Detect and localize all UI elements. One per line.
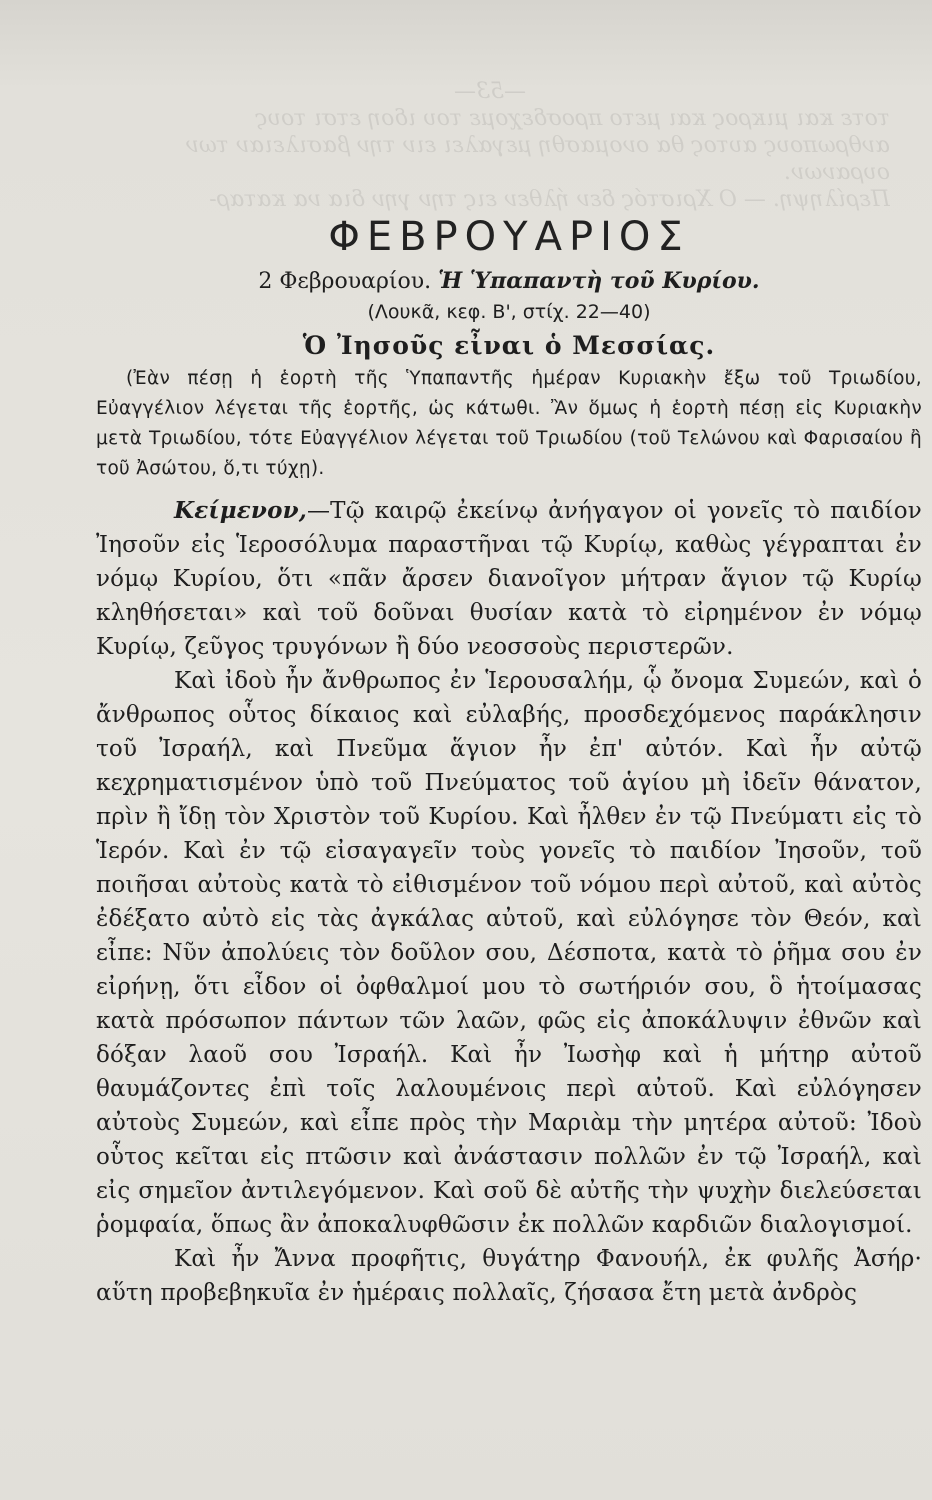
feast-date: 2 Φεβρουαρίου.	[258, 269, 432, 294]
scripture-reference: (Λουκᾶ, κεφ. Β', στίχ. 22—40)	[367, 301, 651, 323]
bleed-line: —53—	[454, 79, 526, 104]
paragraph: Καὶ ἦν Ἄννα προφῆτις, θυγάτηρ Φανουήλ, ἐκ φυλῆς Ἀσήρ· αὕτη προβεβηκυῖα ἐν ἡμέραις πολλαῖς, ζήσασα ἔτη μετὰ ἀνδρὸς	[96, 1246, 922, 1306]
bleed-line: ουρανων.	[783, 160, 890, 185]
feast-line	[96, 266, 922, 297]
text-lead: Κείμενον,	[174, 497, 307, 524]
feast-name: Ἡ Ὑπαπαντὴ τοῦ Κυρίου.	[438, 268, 760, 294]
liturgical-note: (Ἐὰν πέσῃ ἡ ἑορτὴ τῆς Ὑπαπαντῆς ἡμέραν Κυριακὴν ἔξω τοῦ Τριωδίου, Εὐαγγέλιον λέγεται τῆς ἑορτῆς, ὡς κάτωθι. Ἂν ὅμως ἡ ἑορτὴ πέσῃ εἰς Κυριακὴν μετὰ Τριωδίου, τότε Εὐαγγέλιον λέγεται τοῦ Τριωδίου (τοῦ Τελώνου καὶ Φαρισαίου ἢ τοῦ Ἀσώτου, ὅ,τι τύχῃ).	[96, 368, 922, 479]
page-content	[96, 200, 922, 1310]
bleed-line: τοτε και μικρος και μετο προσδεχομε του ιδοη ετσι τους	[255, 106, 890, 131]
section-heading: Ὁ Ἰησοῦς εἶναι ὁ Μεσσίας.	[302, 331, 716, 360]
gospel-text	[96, 494, 922, 1310]
paragraph: Καὶ ἰδοὺ ἦν ἄνθρωπος ἐν Ἱερουσαλήμ, ᾧ ὄνομα Συμεών, καὶ ὁ ἄνθρωπος οὗτος δίκαιος καὶ εὐλαβής, προσδεχόμενος παράκλησιν τοῦ Ἰσραήλ, καὶ Πνεῦμα ἅγιον ἦν ἐπ' αὐτόν. Καὶ ἦν αὐτῷ κεχρηματισμένον ὑπὸ τοῦ Πνεύματος τοῦ ἁγίου μὴ ἰδεῖν θάνατον, πρὶν ἢ ἴδῃ τὸν Χριστὸν τοῦ Κυρίου. Καὶ ἦλθεν ἐν τῷ Πνεύματι εἰς τὸ Ἱερόν. Καὶ ἐν τῷ εἰσαγαγεῖν τοὺς γονεῖς τὸ παιδίον Ἰησοῦν, τοῦ ποιῆσαι αὐτοὺς κατὰ τὸ εἰθισμένον τοῦ νόμου περὶ αὐτοῦ, καὶ αὐτὸς ἐδέξατο αὐτὸ εἰς τὰς ἀγκάλας αὐτοῦ, καὶ εὐλόγησε τὸν Θεόν, καὶ εἶπε: Νῦν ἀπολύεις τὸν δοῦλον σου, Δέσποτα, κατὰ τὸ ῥῆμα σου ἐν εἰρήνῃ, ὅτι εἶδον οἱ ὀφθαλμοί μου τὸ σωτήριόν σου, ὃ ἡτοίμασας κατὰ πρόσωπον πάντων τῶν λαῶν, φῶς εἰς ἀποκάλυψιν ἐθνῶν καὶ δόξαν λαοῦ σου Ἰσραήλ. Καὶ ἦν Ἰωσὴφ καὶ ἡ μήτηρ αὐτοῦ θαυμάζοντες ἐπὶ τοῖς λαλουμένοις περὶ αὐτοῦ. Καὶ εὐλόγησεν αὐτοὺς Συμεών, καὶ εἶπε πρὸς τὴν Μαριὰμ τὴν μητέρα αὐτοῦ: Ἰδοὺ οὗτος κεῖται εἰς πτῶσιν καὶ ἀνάστασιν πολλῶν ἐν τῷ Ἰσραήλ, καὶ εἰς σημεῖον ἀντιλεγόμενον. Καὶ σοῦ δὲ αὐτῆς τὴν ψυχὴν διελεύσεται ῥομφαία, ὅπως ἂν ἀποκαλυφθῶσιν ἐκ πολλῶν καρδιῶν διαλογισμοί.	[96, 668, 922, 1238]
month-title: ΦΕΒΡΟΥΑΡΙΟΣ	[328, 214, 690, 260]
bleed-line: ανθρωπους αυτος θα ονομασθη μεγαλει ειν την βασιλειαν των	[185, 133, 890, 158]
paragraph-text: —Τῷ καιρῷ ἐκείνῳ ἀνήγαγον οἱ γονεῖς τὸ παιδίον Ἰησοῦν εἰς Ἱεροσόλυμα παραστῆναι τῷ Κυρίῳ, καθὼς γέγραπται ἐν νόμῳ Κυρίου, ὅτι «πᾶν ἄρσεν διανοῖγον μήτραν ἅγιον τῷ Κυρίῳ κληθήσεται» καὶ τοῦ δοῦναι θυσίαν κατὰ τὸ εἰρημένον ἐν νόμῳ Κυρίῳ, ζεῦγος τρυγόνων ἢ δύο νεοσσοὺς περιστερῶν.	[96, 498, 922, 660]
paragraph	[96, 494, 922, 664]
bleed-line: Περίληψη. — Ο Χριστός δεν ήλθεν εις την γην δια να καταρ-	[209, 187, 890, 212]
